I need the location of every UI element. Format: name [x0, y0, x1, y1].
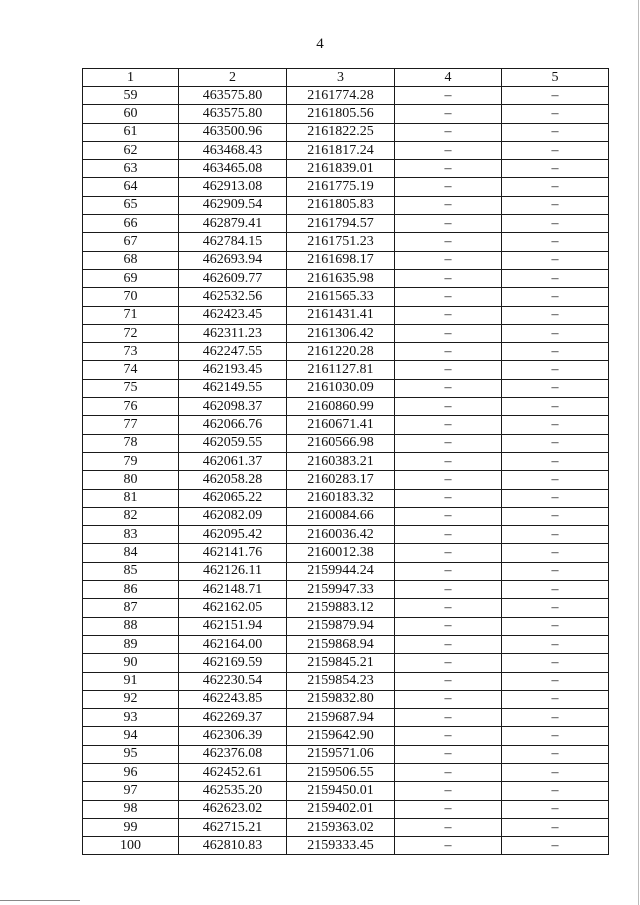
y-coordinate-cell: 2161839.01 — [287, 160, 395, 178]
table-row — [83, 361, 609, 379]
column-5-cell: – — [502, 672, 609, 690]
x-coordinate-cell: 462148.71 — [179, 581, 287, 599]
table-row — [83, 324, 609, 342]
point-number-cell: 81 — [83, 489, 179, 507]
column-4-cell: – — [395, 471, 502, 489]
y-coordinate-cell: 2159845.21 — [287, 654, 395, 672]
x-coordinate-cell: 463575.80 — [179, 105, 287, 123]
column-5-cell: – — [502, 178, 609, 196]
y-coordinate-cell: 2159687.94 — [287, 709, 395, 727]
point-number-cell: 98 — [83, 800, 179, 818]
point-number-cell: 91 — [83, 672, 179, 690]
column-5-cell: – — [502, 105, 609, 123]
y-coordinate-cell: 2160084.66 — [287, 507, 395, 525]
table-row — [83, 215, 609, 233]
column-4-cell: – — [395, 672, 502, 690]
column-5-cell: – — [502, 507, 609, 525]
x-coordinate-cell: 462058.28 — [179, 471, 287, 489]
coordinates-table — [82, 68, 609, 855]
column-header-2: 2 — [179, 69, 287, 87]
column-5-cell: – — [502, 635, 609, 653]
point-number-cell: 63 — [83, 160, 179, 178]
x-coordinate-cell: 462693.94 — [179, 251, 287, 269]
point-number-cell: 93 — [83, 709, 179, 727]
x-coordinate-cell: 462149.55 — [179, 379, 287, 397]
point-number-cell: 85 — [83, 562, 179, 580]
point-number-cell: 74 — [83, 361, 179, 379]
x-coordinate-cell: 462423.45 — [179, 306, 287, 324]
point-number-cell: 97 — [83, 782, 179, 800]
column-4-cell: – — [395, 178, 502, 196]
table-row — [83, 617, 609, 635]
x-coordinate-cell: 462230.54 — [179, 672, 287, 690]
point-number-cell: 72 — [83, 324, 179, 342]
point-number-cell: 59 — [83, 87, 179, 105]
column-4-cell: – — [395, 324, 502, 342]
table-row — [83, 672, 609, 690]
point-number-cell: 68 — [83, 251, 179, 269]
x-coordinate-cell: 462623.02 — [179, 800, 287, 818]
y-coordinate-cell: 2161805.56 — [287, 105, 395, 123]
page-edge — [638, 0, 639, 905]
point-number-cell: 78 — [83, 434, 179, 452]
table-row — [83, 251, 609, 269]
x-coordinate-cell: 462169.59 — [179, 654, 287, 672]
table-row — [83, 763, 609, 781]
table-row — [83, 800, 609, 818]
point-number-cell: 92 — [83, 690, 179, 708]
column-5-cell: – — [502, 727, 609, 745]
table-row — [83, 288, 609, 306]
y-coordinate-cell: 2161698.17 — [287, 251, 395, 269]
x-coordinate-cell: 463468.43 — [179, 141, 287, 159]
y-coordinate-cell: 2161306.42 — [287, 324, 395, 342]
point-number-cell: 75 — [83, 379, 179, 397]
column-4-cell: – — [395, 160, 502, 178]
column-5-cell: – — [502, 489, 609, 507]
point-number-cell: 76 — [83, 398, 179, 416]
y-coordinate-cell: 2159571.06 — [287, 745, 395, 763]
table-row — [83, 233, 609, 251]
y-coordinate-cell: 2160012.38 — [287, 544, 395, 562]
column-4-cell: – — [395, 818, 502, 836]
table-row — [83, 727, 609, 745]
column-4-cell: – — [395, 782, 502, 800]
column-4-cell: – — [395, 745, 502, 763]
column-5-cell: – — [502, 233, 609, 251]
table-row — [83, 544, 609, 562]
column-5-cell: – — [502, 763, 609, 781]
table-row — [83, 709, 609, 727]
column-4-cell: – — [395, 343, 502, 361]
x-coordinate-cell: 462269.37 — [179, 709, 287, 727]
x-coordinate-cell: 462164.00 — [179, 635, 287, 653]
y-coordinate-cell: 2160566.98 — [287, 434, 395, 452]
column-5-cell: – — [502, 416, 609, 434]
x-coordinate-cell: 462376.08 — [179, 745, 287, 763]
table-row — [83, 745, 609, 763]
x-coordinate-cell: 462247.55 — [179, 343, 287, 361]
column-5-cell: – — [502, 123, 609, 141]
column-4-cell: – — [395, 690, 502, 708]
y-coordinate-cell: 2161775.19 — [287, 178, 395, 196]
y-coordinate-cell: 2160283.17 — [287, 471, 395, 489]
y-coordinate-cell: 2159402.01 — [287, 800, 395, 818]
column-4-cell: – — [395, 251, 502, 269]
table-row — [83, 160, 609, 178]
column-5-cell: – — [502, 324, 609, 342]
point-number-cell: 83 — [83, 526, 179, 544]
column-5-cell: – — [502, 434, 609, 452]
column-4-cell: – — [395, 215, 502, 233]
table-row — [83, 599, 609, 617]
table-row — [83, 306, 609, 324]
point-number-cell: 65 — [83, 196, 179, 214]
table-row — [83, 434, 609, 452]
column-4-cell: – — [395, 617, 502, 635]
y-coordinate-cell: 2159642.90 — [287, 727, 395, 745]
y-coordinate-cell: 2159832.80 — [287, 690, 395, 708]
column-5-cell: – — [502, 709, 609, 727]
column-4-cell: – — [395, 507, 502, 525]
table-row — [83, 269, 609, 287]
table-row — [83, 507, 609, 525]
column-5-cell: – — [502, 837, 609, 855]
y-coordinate-cell: 2161127.81 — [287, 361, 395, 379]
y-coordinate-cell: 2159947.33 — [287, 581, 395, 599]
column-5-cell: – — [502, 196, 609, 214]
table-row — [83, 837, 609, 855]
table-row — [83, 123, 609, 141]
table-row — [83, 581, 609, 599]
column-5-cell: – — [502, 818, 609, 836]
y-coordinate-cell: 2161805.83 — [287, 196, 395, 214]
table-row — [83, 452, 609, 470]
x-coordinate-cell: 462066.76 — [179, 416, 287, 434]
x-coordinate-cell: 462065.22 — [179, 489, 287, 507]
footer-rule — [0, 900, 80, 901]
table-row — [83, 635, 609, 653]
x-coordinate-cell: 462532.56 — [179, 288, 287, 306]
column-header-4: 4 — [395, 69, 502, 87]
table-row — [83, 489, 609, 507]
page-number: 4 — [316, 36, 324, 52]
y-coordinate-cell: 2161822.25 — [287, 123, 395, 141]
column-header-1: 1 — [83, 69, 179, 87]
x-coordinate-cell: 462452.61 — [179, 763, 287, 781]
column-5-cell: – — [502, 745, 609, 763]
point-number-cell: 94 — [83, 727, 179, 745]
column-5-cell: – — [502, 87, 609, 105]
point-number-cell: 70 — [83, 288, 179, 306]
y-coordinate-cell: 2160860.99 — [287, 398, 395, 416]
column-4-cell: – — [395, 196, 502, 214]
x-coordinate-cell: 462061.37 — [179, 452, 287, 470]
column-4-cell: – — [395, 763, 502, 781]
x-coordinate-cell: 462059.55 — [179, 434, 287, 452]
y-coordinate-cell: 2159450.01 — [287, 782, 395, 800]
column-5-cell: – — [502, 617, 609, 635]
x-coordinate-cell: 462193.45 — [179, 361, 287, 379]
column-5-cell: – — [502, 690, 609, 708]
point-number-cell: 95 — [83, 745, 179, 763]
point-number-cell: 79 — [83, 452, 179, 470]
table-row — [83, 654, 609, 672]
y-coordinate-cell: 2161220.28 — [287, 343, 395, 361]
table-row — [83, 343, 609, 361]
x-coordinate-cell: 462162.05 — [179, 599, 287, 617]
table-row — [83, 398, 609, 416]
x-coordinate-cell: 462909.54 — [179, 196, 287, 214]
point-number-cell: 66 — [83, 215, 179, 233]
column-4-cell: – — [395, 727, 502, 745]
column-5-cell: – — [502, 343, 609, 361]
y-coordinate-cell: 2159944.24 — [287, 562, 395, 580]
y-coordinate-cell: 2159506.55 — [287, 763, 395, 781]
y-coordinate-cell: 2161817.24 — [287, 141, 395, 159]
table-row — [83, 141, 609, 159]
table-row — [83, 471, 609, 489]
column-4-cell: – — [395, 87, 502, 105]
column-4-cell: – — [395, 489, 502, 507]
table-row — [83, 196, 609, 214]
point-number-cell: 82 — [83, 507, 179, 525]
column-5-cell: – — [502, 471, 609, 489]
column-4-cell: – — [395, 288, 502, 306]
point-number-cell: 99 — [83, 818, 179, 836]
y-coordinate-cell: 2161565.33 — [287, 288, 395, 306]
point-number-cell: 100 — [83, 837, 179, 855]
y-coordinate-cell: 2159868.94 — [287, 635, 395, 653]
column-4-cell: – — [395, 361, 502, 379]
point-number-cell: 77 — [83, 416, 179, 434]
column-4-cell: – — [395, 141, 502, 159]
y-coordinate-cell: 2161794.57 — [287, 215, 395, 233]
y-coordinate-cell: 2160036.42 — [287, 526, 395, 544]
table-row — [83, 690, 609, 708]
point-number-cell: 96 — [83, 763, 179, 781]
y-coordinate-cell: 2161635.98 — [287, 269, 395, 287]
y-coordinate-cell: 2160671.41 — [287, 416, 395, 434]
y-coordinate-cell: 2160183.32 — [287, 489, 395, 507]
x-coordinate-cell: 462151.94 — [179, 617, 287, 635]
column-5-cell: – — [502, 562, 609, 580]
y-coordinate-cell: 2161030.09 — [287, 379, 395, 397]
point-number-cell: 67 — [83, 233, 179, 251]
point-number-cell: 88 — [83, 617, 179, 635]
point-number-cell: 84 — [83, 544, 179, 562]
point-number-cell: 69 — [83, 269, 179, 287]
column-4-cell: – — [395, 123, 502, 141]
column-header-3: 3 — [287, 69, 395, 87]
point-number-cell: 89 — [83, 635, 179, 653]
column-4-cell: – — [395, 581, 502, 599]
column-4-cell: – — [395, 654, 502, 672]
x-coordinate-cell: 462715.21 — [179, 818, 287, 836]
point-number-cell: 71 — [83, 306, 179, 324]
column-5-cell: – — [502, 215, 609, 233]
table-row — [83, 818, 609, 836]
column-5-cell: – — [502, 288, 609, 306]
x-coordinate-cell: 463500.96 — [179, 123, 287, 141]
column-5-cell: – — [502, 306, 609, 324]
point-number-cell: 86 — [83, 581, 179, 599]
column-5-cell: – — [502, 782, 609, 800]
column-5-cell: – — [502, 398, 609, 416]
point-number-cell: 90 — [83, 654, 179, 672]
column-5-cell: – — [502, 452, 609, 470]
point-number-cell: 64 — [83, 178, 179, 196]
table-row — [83, 782, 609, 800]
column-4-cell: – — [395, 105, 502, 123]
column-4-cell: – — [395, 635, 502, 653]
column-4-cell: – — [395, 599, 502, 617]
column-4-cell: – — [395, 398, 502, 416]
y-coordinate-cell: 2159883.12 — [287, 599, 395, 617]
y-coordinate-cell: 2159879.94 — [287, 617, 395, 635]
point-number-cell: 62 — [83, 141, 179, 159]
point-number-cell: 61 — [83, 123, 179, 141]
x-coordinate-cell: 462810.83 — [179, 837, 287, 855]
column-4-cell: – — [395, 434, 502, 452]
table-row — [83, 105, 609, 123]
column-5-cell: – — [502, 800, 609, 818]
table-header-row — [83, 69, 609, 87]
x-coordinate-cell: 462141.76 — [179, 544, 287, 562]
column-5-cell: – — [502, 269, 609, 287]
column-4-cell: – — [395, 526, 502, 544]
x-coordinate-cell: 463575.80 — [179, 87, 287, 105]
y-coordinate-cell: 2160383.21 — [287, 452, 395, 470]
table-row — [83, 87, 609, 105]
y-coordinate-cell: 2161774.28 — [287, 87, 395, 105]
column-4-cell: – — [395, 709, 502, 727]
x-coordinate-cell: 462306.39 — [179, 727, 287, 745]
column-4-cell: – — [395, 452, 502, 470]
column-header-5: 5 — [502, 69, 609, 87]
x-coordinate-cell: 462082.09 — [179, 507, 287, 525]
y-coordinate-cell: 2161751.23 — [287, 233, 395, 251]
column-5-cell: – — [502, 654, 609, 672]
column-5-cell: – — [502, 141, 609, 159]
column-4-cell: – — [395, 416, 502, 434]
y-coordinate-cell: 2161431.41 — [287, 306, 395, 324]
point-number-cell: 87 — [83, 599, 179, 617]
column-4-cell: – — [395, 562, 502, 580]
column-4-cell: – — [395, 269, 502, 287]
table-body — [83, 87, 609, 855]
x-coordinate-cell: 462095.42 — [179, 526, 287, 544]
table-row — [83, 526, 609, 544]
column-4-cell: – — [395, 800, 502, 818]
column-4-cell: – — [395, 233, 502, 251]
point-number-cell: 73 — [83, 343, 179, 361]
y-coordinate-cell: 2159333.45 — [287, 837, 395, 855]
x-coordinate-cell: 462243.85 — [179, 690, 287, 708]
x-coordinate-cell: 462098.37 — [179, 398, 287, 416]
point-number-cell: 80 — [83, 471, 179, 489]
x-coordinate-cell: 462311.23 — [179, 324, 287, 342]
column-5-cell: – — [502, 599, 609, 617]
column-5-cell: – — [502, 379, 609, 397]
column-4-cell: – — [395, 306, 502, 324]
column-4-cell: – — [395, 379, 502, 397]
x-coordinate-cell: 462126.11 — [179, 562, 287, 580]
x-coordinate-cell: 462609.77 — [179, 269, 287, 287]
table-row — [83, 416, 609, 434]
column-4-cell: – — [395, 544, 502, 562]
x-coordinate-cell: 463465.08 — [179, 160, 287, 178]
column-5-cell: – — [502, 544, 609, 562]
x-coordinate-cell: 462784.15 — [179, 233, 287, 251]
table-row — [83, 562, 609, 580]
column-5-cell: – — [502, 361, 609, 379]
x-coordinate-cell: 462913.08 — [179, 178, 287, 196]
x-coordinate-cell: 462535.20 — [179, 782, 287, 800]
column-5-cell: – — [502, 251, 609, 269]
y-coordinate-cell: 2159363.02 — [287, 818, 395, 836]
column-5-cell: – — [502, 160, 609, 178]
column-5-cell: – — [502, 526, 609, 544]
x-coordinate-cell: 462879.41 — [179, 215, 287, 233]
y-coordinate-cell: 2159854.23 — [287, 672, 395, 690]
point-number-cell: 60 — [83, 105, 179, 123]
column-5-cell: – — [502, 581, 609, 599]
column-4-cell: – — [395, 837, 502, 855]
table-row — [83, 379, 609, 397]
table-row — [83, 178, 609, 196]
